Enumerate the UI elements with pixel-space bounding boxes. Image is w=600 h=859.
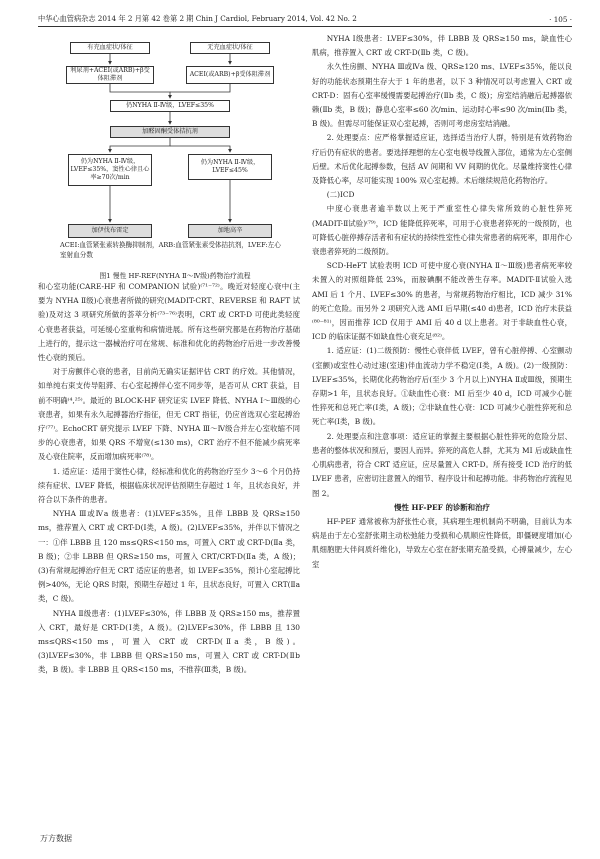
paragraph: HF-PEF 通常被称为舒张性心衰，其病理生理机制尚不明确，目前认为本病是由于左心室舒张期主动松弛能力受损和心肌顺应性降低，即僵硬度增加(心肌细胞肥大伴间质纤维化)，导致左心室在舒张期充盈受损，心搏量减少，左心室: [312, 516, 572, 569]
running-header: [38, 10, 572, 27]
box-nyha-lvef: 仍NYHA Ⅱ-Ⅳ级，LVEF≤35%: [110, 100, 230, 112]
paragraph: NYHA Ⅱ级患者：(1)LVEF≤30%，伴 LBBB 及 QRS≥150 ms，推荐置入 CRT，最好是 CRT-D(Ⅰ类，A 级)。(2)LVEF≤30%，伴 LBBB 且 130 ms≤QRS<150 ms，可置入 CRT 或 CRT-D(Ⅱa 类，B 级)。(3)LVEF≤30%，非 LBBB 但 QRS≥150 ms，可置入 CRT 或 CRT-D(Ⅱb 类，B 级)。非 LBBB 且 QRS<150 ms，不推荐(Ⅲ类，B 级)。: [38, 608, 300, 675]
box-crt-criteria: 仍为NYHA Ⅱ-Ⅳ级，LVEF≤35%，窦性心律且心率≥70次/min: [68, 154, 152, 186]
paragraph: 中度心衰患者逾半数以上死于严重室性心律失常所致的心脏性猝死(MADIT-Ⅱ试验)⁽⁷⁹⁾，ICD 能降低猝死率，可用于心衰患者猝死的一级预防，也可降低心脏停搏存活者和有症状的持续性室性心律失常患者的病死率，即用作心衰患者猝死的二级预防。: [312, 204, 572, 257]
journal-info: 中华心血管病杂志 2014 年 2 月第 42 卷第 2 期 Chin J Cardiol, February 2014, Vol. 42 No. 2: [38, 14, 357, 23]
box-aldosterone: 加醛固酮受体拮抗剂: [110, 126, 230, 138]
box-diuretic-therapy: 利尿剂+ACEI(或ARB)+β受体阻滞剂: [66, 66, 154, 84]
section-title: 慢性 HF-PEF 的诊断和治疗: [394, 502, 490, 512]
paragraph: 对于房颤伴心衰的患者，目前尚无确实证据评估 CRT 的疗效。其他情况，如单纯右束支传导阻滞、右心室起搏伴心室不同步等，是否可从 CRT 获益，目前不明确⁽⁴,²⁵⁾。最近的 BLOCK-HF 研究证实 LVEF 降低、NYHA Ⅰ～Ⅲ级的心衰患者，如果有永久起搏器治疗指征，但无 CRT 指征，仍应首选双心室起搏治疗⁽⁷⁷⁾。EchoCRT 研究提示 LVEF 下降、NYHA Ⅲ～Ⅳ级合并左心室收缩不同步的心衰患者，如果 QRS 不增宽(≤130 ms)，CRT 治疗不但不能减少病死率及心衰住院率，反而增加病死率⁽⁷⁸⁾。: [38, 367, 300, 462]
paragraph: 和心室功能(CARE-HF 和 COMPANION 试验)⁽⁷¹⁻⁷²⁾。晚近对轻度心衰中(主要为 NYHA Ⅱ级)心衰患者所做的研究(MADIT-CRT、REVERSE 和 RAFT 试验)及对这 3 项研究所做的荟萃分析⁽⁷³⁻⁷⁶⁾表明，CRT 或 CRT-D 可使此类轻度心衰患者获益，可延缓心室重构和病情进展。所有这些研究都是在药物治疗基础上进行的，提示这一器械治疗可在常规、标准和优化的药物治疗后进一步改善慢性心衰的预后。: [38, 282, 300, 363]
box-no-congestion: 无充血症状/体征: [190, 42, 270, 54]
box-congestion: 有充血症状/体征: [70, 42, 150, 54]
icd-heading: (二)ICD: [326, 190, 355, 200]
box-ivabradine: 加伊伐布雷定: [68, 224, 152, 238]
watermark-footer: 万方数据: [40, 834, 72, 843]
paragraph: 1. 适应证：(1)二级预防：慢性心衰伴低 LVEF，曾有心脏停搏、心室颤动(室颤)或室性心动过速(室速)伴血流动力学不稳定(Ⅰ类，A 级)。(2)一级预防：LVEF≤35%，长期优化药物治疗后(至少 3 个月以上)NYHA Ⅱ或Ⅲ级，预期生存期>1 年，且状态良好。①缺血性心衰：MI 后至少 40 d，ICD 可减少心脏性猝死和总死亡率(Ⅰ类，A 级)；②非缺血性心衰：ICD 可减少心脏性猝死和总死亡率(Ⅰ类，B 级)。: [312, 346, 572, 427]
figure-caption: 图1 慢性 HF-REF(NYHA Ⅱ～Ⅳ级)药物治疗流程: [99, 272, 251, 280]
paragraph: 2. 处理要点和注意事项：适应证的掌握主要根据心脏性猝死的危险分层、患者的整体状况和预后，要因人而异。猝死的高危人群，尤其为 MI 后或缺血性心肌病患者，符合 CRT 适应证，应尽量置入 CRT-D。所有接受 ICD 治疗的低 LVEF 患者，应密切注意置入的细节、程序设计和起搏功能。非药物治疗流程见图 2。: [312, 431, 572, 498]
paragraph: 1. 适应证：适用于窦性心律，经标准和优化的药物治疗至少 3～6 个月仍持续有症状、LVEF 降低，根据临床状况评估预期生存超过 1 年，且状态良好，并符合以下条件的患者。: [38, 466, 300, 505]
right-column: [312, 32, 572, 572]
flowchart-figure: [60, 40, 282, 262]
paragraph: 永久性房颤、NYHA Ⅲ或Ⅳa 级、QRS≥120 ms、LVEF≤35%，能以良好的功能状态预期生存大于 1 年的患者，以下 3 种情况可以考虑置入 CRT 或 CRT-D：固有心室率缓慢需要起搏治疗(Ⅱb 类，C 级)；房室结消融后起搏器依赖(Ⅱb 类，B 级)；静息心室率≤60 次/min、运动时心率≤90 次/min(Ⅱb 类，B 级)。但需尽可能保证双心室起搏，否则可考虑房室结消融。: [312, 62, 572, 129]
figure-legend: ACEI:血管紧张素转换酶抑制剂，ARB:血管紧张素受体拮抗剂，LVEF:左心室射血分数: [60, 241, 281, 259]
box-digoxin: 加地高辛: [188, 224, 272, 238]
paragraph: NYHA Ⅰ级患者：LVEF≤30%，伴 LBBB 及 QRS≥150 ms，缺血性心肌病，推荐置入 CRT 或 CRT-D(Ⅱb 类，C 级)。: [312, 34, 572, 58]
page-number: · 105 ·: [549, 15, 572, 24]
paragraph: NYHA Ⅲ或Ⅳa 级患者：(1)LVEF≤35%，且伴 LBBB 及 QRS≥150 ms，推荐置入 CRT 或 CRT-D(Ⅰ类，A 级)。(2)LVEF≤35%，并伴以下情况之一：①伴 LBBB 且 120 ms≤QRS<150 ms，可置入 CRT 或 CRT-D(Ⅱa 类，B 级)；②非 LBBB 但 QRS≥150 ms，可置入 CRT/CRT-D(Ⅱa 类，A 级)；(3)有常规起搏治疗但无 CRT 适应证的患者，如 LVEF≤35%，预计心室起搏比例>40%，无论 QRS 时限，预期生存超过 1 年，且状态良好，可置入 CRT(Ⅱa 类，C 级)。: [38, 509, 300, 604]
paragraph: 2. 处理要点：应严格掌握适应证，选择适当治疗人群，特别是有效药物治疗后仍有症状的患者。要选择理想的左心室电极导线置入部位，通常为左心室侧后壁。术后优化起搏参数，包括 AV 间期和 VV 间期的优化。尽量维持窦性心律及降低心率，尽可能实现 100% 双心室起搏。术后继续规范化药物治疗。: [312, 133, 572, 186]
box-icd-criteria: 仍为NYHA Ⅱ-Ⅳ级，LVEF≤45%: [188, 154, 272, 180]
left-column: [38, 280, 300, 678]
box-acei-therapy: ACEI(或ARB)+β受体阻滞剂: [186, 66, 274, 84]
paragraph: SCD-HeFT 试验表明 ICD 可使中度心衰(NYHA Ⅱ～Ⅲ级)患者病死率较未置入的对照组降低 23%，而胺碘酮不能改善生存率。MADIT-Ⅱ试验入选 AMI 后 1 个月、LVEF≤30% 的患者，与常规药物治疗相比，ICD 减少 31% 的死亡危险。而另外 2 项研究入选 AMI 后早期(≤40 d)患者，ICD 治疗未获益⁽⁸⁰⁻⁸¹⁾，因而推荐 ICD 仅用于 AMI 后 40 d 以上患者。对于非缺血性心衰，ICD 的临床证据不如缺血性心衰充足⁽⁸²⁾。: [312, 261, 572, 342]
